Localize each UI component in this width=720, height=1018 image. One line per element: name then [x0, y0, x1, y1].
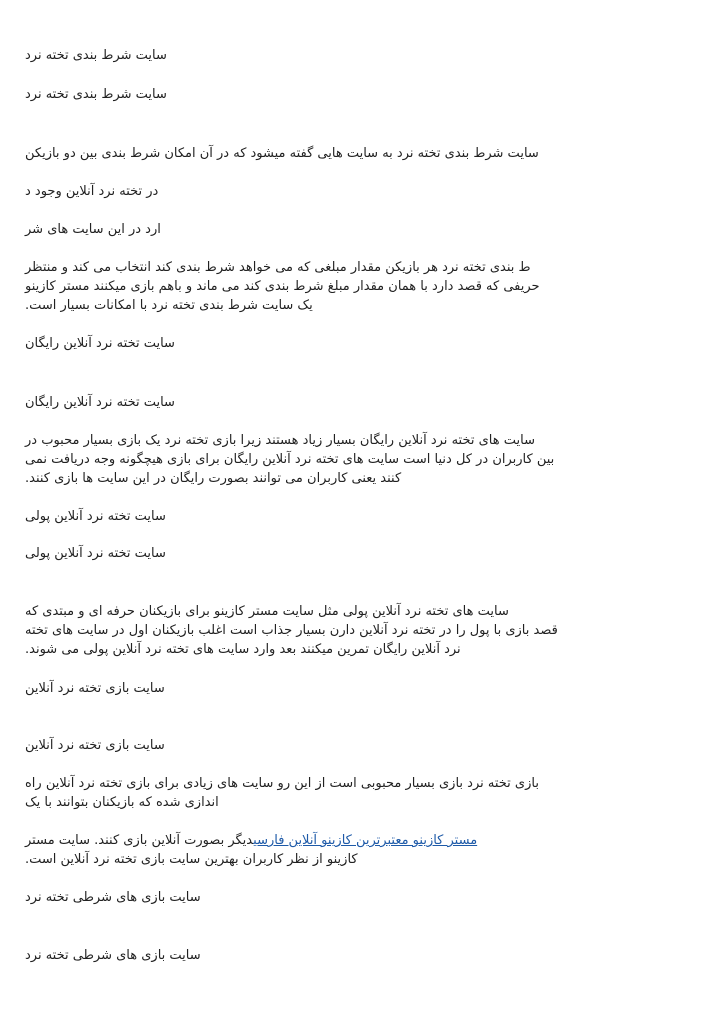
link-trailing-text: دیگر بصورت آنلاین بازی کنند. سایت مستر — [25, 833, 254, 848]
heading-game-site: سایت بازی تخته نرد آنلاین — [25, 681, 165, 696]
heading-bet-site-repeat: سایت شرط بندی تخته نرد — [25, 87, 167, 102]
heading-free-online: سایت تخته نرد آنلاین رایگان — [25, 336, 175, 351]
paragraph-paid-details — [25, 602, 700, 659]
heading-bet-site: سایت شرط بندی تخته نرد — [25, 48, 167, 63]
mister-casino-link[interactable]: مستر کازینو معتبرترین کازینو آنلاین فارسی — [253, 833, 478, 848]
paragraph-line: سایت های تخته نرد آنلاین رایگان بسیار زیاد هستند زیرا بازی تخته نرد یک بازی بسیار محبوب در — [25, 433, 535, 448]
paragraph-line: سایت های تخته نرد آنلاین پولی مثل سایت مستر کازینو برای بازیکنان حرفه ای و مبتدی که — [25, 604, 509, 619]
paragraph-intro-1: سایت شرط بندی تخته نرد به سایت هایی گفته میشود که در آن امکان شرط بندی بین دو بازیکن — [25, 146, 539, 161]
paragraph-line: نرد آنلاین رایگان تمرین میکنند بعد وارد سایت های تخته نرد آنلاین پولی می شوند. — [25, 642, 461, 657]
paragraph-line: قصد بازی با پول را در تخته نرد آنلاین دارن بسیار جذاب است اغلب بازیکنان اول در سایت های تخته — [25, 623, 558, 638]
paragraph-intro-2: در تخته نرد آنلاین وجود د — [25, 184, 159, 199]
paragraph-line: اندازی شده که بازیکنان بتوانند با یک — [25, 795, 219, 810]
paragraph-line: یک سایت شرط بندی تخته نرد با امکانات بسیار است. — [25, 298, 313, 313]
paragraph-line: کازینو از نظر کاربران بهترین سایت بازی تخته نرد آنلاین است. — [25, 852, 358, 867]
heading-free-online-repeat: سایت تخته نرد آنلاین رایگان — [25, 395, 175, 410]
paragraph-free-details — [25, 431, 700, 488]
paragraph-with-link — [25, 831, 700, 869]
heading-paid-online-repeat: سایت تخته نرد آنلاین پولی — [25, 546, 166, 561]
heading-conditional-games: سایت بازی های شرطی تخته نرد — [25, 890, 201, 905]
heading-paid-online: سایت تخته نرد آنلاین پولی — [25, 509, 166, 524]
paragraph-line: کنند یعنی کاربران می توانند بصورت رایگان در این سایت ها بازی کنند. — [25, 471, 402, 486]
paragraph-line: حریفی که قصد دارد با همان مقدار مبلغ شرط بندی کند می ماند و باهم بازی میکنند مستر کازینو — [25, 279, 540, 294]
paragraph-game-details — [25, 774, 700, 812]
paragraph-bet-details — [25, 258, 700, 315]
paragraph-line — [25, 831, 700, 850]
heading-conditional-games-repeat: سایت بازی های شرطی تخته نرد — [25, 948, 201, 963]
paragraph-intro-3: ارد در این سایت های شر — [25, 222, 161, 237]
paragraph-line: بین کاربران در کل دنیا است سایت های تخته نرد آنلاین رایگان برای بازی هیچگونه وجه دریافت نمی — [25, 452, 555, 467]
heading-game-site-repeat: سایت بازی تخته نرد آنلاین — [25, 738, 165, 753]
paragraph-line: بازی تخته نرد بازی بسیار محبوبی است از این رو سایت های زیادی برای بازی تخته نرد آنلاین راه — [25, 776, 539, 791]
paragraph-line: ط بندی تخته نرد هر بازیکن مقدار مبلغی که می خواهد شرط بندی کند انتخاب می کند و منتظر — [25, 260, 531, 275]
